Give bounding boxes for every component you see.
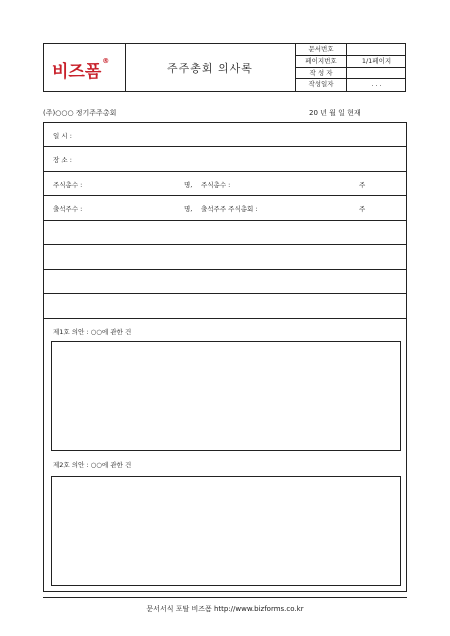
agenda-1-content-box[interactable] xyxy=(51,341,401,451)
meta-value xyxy=(347,44,406,55)
meta-row-page-number xyxy=(296,56,406,68)
meta-row-author xyxy=(296,68,406,80)
datetime-label: 일 시 : xyxy=(53,132,72,140)
agenda-2-title: 제2호 의안 : ○○에 관한 건 xyxy=(53,461,132,469)
row-total-shares xyxy=(44,172,406,196)
meta-key: 문서번호 xyxy=(296,44,347,55)
agenda-1-title: 제1호 의안 : ○○에 관한 건 xyxy=(53,328,132,336)
attending-unit: 명, xyxy=(184,205,193,213)
meta-value xyxy=(347,68,406,79)
logo-cell xyxy=(44,44,126,91)
footer-divider xyxy=(43,597,407,598)
attending-shares-label: 출석주주 주식총회 : xyxy=(201,205,258,213)
attending-label: 출석주수 : xyxy=(53,205,83,213)
bizforms-logo: 비즈폼® xyxy=(52,57,110,82)
meeting-date: 20 년 월 일 현재 xyxy=(309,109,361,117)
meeting-name: (주)○○○ 정기주주총회 xyxy=(43,109,117,117)
agenda-2-content-box[interactable] xyxy=(51,476,401,586)
place-label: 장 소 : xyxy=(53,156,72,164)
meta-value: 1/1페이지 xyxy=(361,56,392,65)
row-place xyxy=(44,147,406,172)
total-shareholders-unit: 명, xyxy=(184,181,193,189)
attending-shares-unit: 주 xyxy=(359,205,366,213)
meta-key: 페이지번호 xyxy=(296,56,347,67)
row-attending xyxy=(44,196,406,221)
total-shares-label: 주식총수 : xyxy=(201,181,231,189)
footer-text: 문서서식 포탈 비즈폼 http://www.bizforms.co.kr xyxy=(146,605,304,613)
blank-row xyxy=(44,245,406,270)
meta-row-date xyxy=(296,79,406,91)
document-header xyxy=(43,43,406,92)
total-shareholders-label: 주식총수 : xyxy=(53,181,83,189)
total-shares-unit: 주 xyxy=(359,181,366,189)
document-title: 주주총회 의사록 xyxy=(167,61,253,75)
blank-row xyxy=(44,294,406,319)
meta-key: 작 성 자 xyxy=(296,68,347,79)
meta-value: . . . xyxy=(371,80,382,89)
minutes-body-frame xyxy=(43,122,407,592)
meta-key: 작성일자 xyxy=(296,79,347,91)
row-datetime xyxy=(44,123,406,147)
meta-row-doc-number xyxy=(296,44,406,56)
blank-row xyxy=(44,221,406,245)
blank-row xyxy=(44,270,406,294)
document-meta-table xyxy=(295,44,406,91)
